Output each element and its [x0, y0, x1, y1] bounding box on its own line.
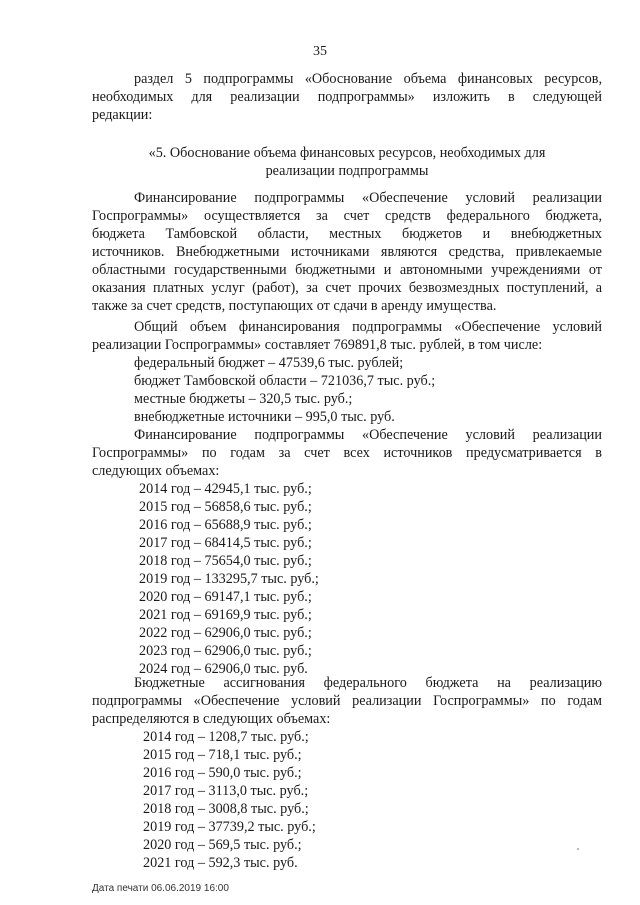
text-line: Госпрограммы» по годам за счет всех источников предусматривается в [92, 445, 602, 461]
list-item: 2021 год – 69169,9 тыс. руб.; [139, 607, 312, 623]
text-line: редакции: [92, 107, 153, 123]
list-item: 2015 год – 56858,6 тыс. руб.; [139, 499, 312, 515]
list-item: бюджет Тамбовской области – 721036,7 тыс. руб.; [134, 373, 436, 389]
text-line: реализации Госпрограммы» составляет 769891,8 тыс. рублей, в том числе: [92, 337, 543, 353]
text-line: Финансирование подпрограммы «Обеспечение условий реализации [134, 190, 602, 206]
list-item: 2018 год – 75654,0 тыс. руб.; [139, 553, 312, 569]
by-years-paragraph [92, 426, 602, 480]
list-item: 2017 год – 3113,0 тыс. руб.; [143, 783, 309, 799]
all-sources-by-year-list [139, 480, 319, 678]
list-item: 2020 год – 69147,1 тыс. руб.; [139, 589, 312, 605]
text-line: также за счет средств, поступающих от сдачи в аренду имущества. [92, 298, 497, 314]
text-line: Финансирование подпрограммы «Обеспечение условий реализации [134, 427, 602, 443]
list-item: федеральный бюджет – 47539,6 тыс. рублей; [134, 355, 404, 371]
federal-paragraph [92, 674, 602, 728]
heading-line: реализации подпрограммы [265, 163, 429, 179]
text-line: бюджета Тамбовской области, местных бюджетов и внебюджетных [92, 226, 602, 242]
list-item: 2018 год – 3008,8 тыс. руб.; [143, 801, 309, 817]
list-item: 2019 год – 37739,2 тыс. руб.; [143, 819, 316, 835]
text-line: областными государственными бюджетными и автономными учреждениями от [92, 262, 602, 278]
list-item: 2014 год – 1208,7 тыс. руб.; [143, 729, 309, 745]
list-item: 2014 год – 42945,1 тыс. руб.; [139, 481, 312, 497]
text-line: следующих объемах: [92, 463, 220, 479]
text-line: источников. Внебюджетными источниками являются средства, привлекаемые [92, 244, 602, 260]
text-line: раздел 5 подпрограммы «Обоснование объема финансовых ресурсов, [134, 71, 602, 87]
list-item: 2019 год – 133295,7 тыс. руб.; [139, 571, 319, 587]
text-line: распределяются в следующих объемах: [92, 711, 331, 727]
text-line: Бюджетные ассигнования федерального бюджета на реализацию [134, 675, 602, 691]
heading-line: «5. Обоснование объема финансовых ресурсов, необходимых для [148, 145, 546, 161]
text-line: Общий объем финансирования подпрограммы «Обеспечение условий [134, 319, 602, 335]
list-item: 2024 год – 62906,0 тыс. руб. [139, 661, 308, 677]
list-item: 2016 год – 65688,9 тыс. руб.; [139, 517, 312, 533]
sources-list [134, 354, 435, 426]
total-paragraph [92, 318, 602, 354]
text-line: Госпрограммы» осуществляется за счет средств федерального бюджета, [92, 208, 602, 224]
text-line: подпрограммы «Обеспечение условий реализации Госпрограммы» по годам [92, 693, 602, 709]
list-item: внебюджетные источники – 995,0 тыс. руб. [134, 409, 395, 425]
list-item: 2020 год – 569,5 тыс. руб.; [143, 837, 302, 853]
text-line: оказания платных услуг (работ), за счет прочих безвозмездных поступлений, а [92, 280, 602, 296]
page-number: 35 [313, 44, 327, 59]
list-item: 2015 год – 718,1 тыс. руб.; [143, 747, 302, 763]
federal-by-year-list [143, 728, 316, 872]
scan-speck [577, 848, 579, 850]
list-item: 2017 год – 68414,5 тыс. руб.; [139, 535, 312, 551]
financing-paragraph [92, 189, 602, 315]
section-heading [92, 144, 602, 180]
list-item: местные бюджеты – 320,5 тыс. руб.; [134, 391, 353, 407]
list-item: 2016 год – 590,0 тыс. руб.; [143, 765, 302, 781]
list-item: 2022 год – 62906,0 тыс. руб.; [139, 625, 312, 641]
list-item: 2021 год – 592,3 тыс. руб. [143, 855, 298, 871]
text-line: необходимых для реализации подпрограммы» изложить в следующей [92, 89, 602, 105]
list-item: 2023 год – 62906,0 тыс. руб.; [139, 643, 312, 659]
print-date-footer: Дата печати 06.06.2019 16:00 [92, 883, 229, 894]
intro-paragraph [92, 70, 602, 124]
